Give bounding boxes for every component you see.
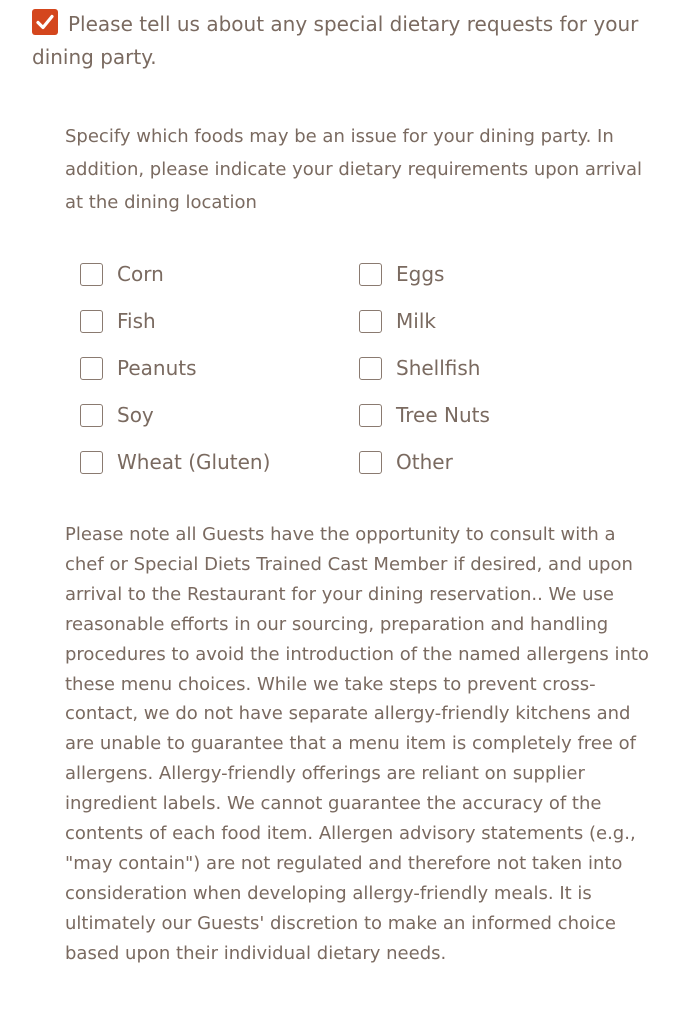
allergen-option-wheat[interactable] bbox=[80, 447, 270, 477]
allergen-label: Fish bbox=[117, 309, 156, 333]
allergen-option-eggs[interactable] bbox=[359, 259, 444, 289]
allergen-label: Tree Nuts bbox=[396, 403, 490, 427]
allergen-option-shellfish[interactable] bbox=[359, 353, 480, 383]
allergen-checkbox[interactable] bbox=[359, 357, 382, 380]
allergen-option-other[interactable] bbox=[359, 447, 453, 477]
allergen-label: Other bbox=[396, 450, 453, 474]
allergen-label: Eggs bbox=[396, 262, 445, 286]
allergen-label: Wheat (Gluten) bbox=[117, 450, 271, 474]
checkmark-icon bbox=[35, 12, 55, 32]
allergen-option-fish[interactable] bbox=[80, 306, 156, 336]
allergen-option-milk[interactable] bbox=[359, 306, 436, 336]
allergen-checkbox[interactable] bbox=[359, 263, 382, 286]
allergen-label: Soy bbox=[117, 403, 154, 427]
allergen-checkbox[interactable] bbox=[80, 310, 103, 333]
allergen-checkbox[interactable] bbox=[359, 451, 382, 474]
allergen-option-corn[interactable] bbox=[80, 259, 164, 289]
allergen-checkbox[interactable] bbox=[80, 357, 103, 380]
allergen-checkbox[interactable] bbox=[359, 404, 382, 427]
allergen-checkbox[interactable] bbox=[80, 404, 103, 427]
allergen-option-peanuts[interactable] bbox=[80, 353, 197, 383]
allergen-label: Corn bbox=[117, 262, 164, 286]
allergen-label: Shellfish bbox=[396, 356, 481, 380]
special-requests-checkbox[interactable] bbox=[32, 9, 58, 35]
allergen-label: Milk bbox=[396, 309, 436, 333]
special-requests-checkbox-row[interactable] bbox=[32, 8, 652, 74]
intro-text: Specify which foods may be an issue for your dining party. In addition, please indicate your dietary requirements upon arrival at the dining location bbox=[65, 126, 643, 213]
allergen-checkbox[interactable] bbox=[80, 263, 103, 286]
allergen-option-soy[interactable] bbox=[80, 400, 154, 430]
allergen-checkbox[interactable] bbox=[80, 451, 103, 474]
allergen-checkbox[interactable] bbox=[359, 310, 382, 333]
allergy-notice-text: Please note all Guests have the opportunity to consult with a chef or Special Diets Trained Cast Member if desired, and upon arrival to the Restaurant for your dining reservation.. We use reasonable efforts in our sourcing, preparation and handling procedures to avoid the introduction of the named allergens into these menu choices. While we take steps to prevent cross-contact, we do not have separate allergy-friendly kitchens and are unable to guarantee that a menu item is completely free of allergens. Allergy-friendly offerings are reliant on supplier ingredient labels. We cannot guarantee the accuracy of the contents of each food item. Allergen advisory statements (e.g., "may contain") are not regulated and therefore not taken into consideration when developing allergy-friendly meals. It is ultimately our Guests' discretion to make an informed choice based upon their individual dietary needs. bbox=[65, 524, 649, 964]
special-requests-label: Please tell us about any special dietary requests for your dining party. bbox=[32, 12, 639, 69]
allergen-label: Peanuts bbox=[117, 356, 197, 380]
allergen-option-tree-nuts[interactable] bbox=[359, 400, 490, 430]
